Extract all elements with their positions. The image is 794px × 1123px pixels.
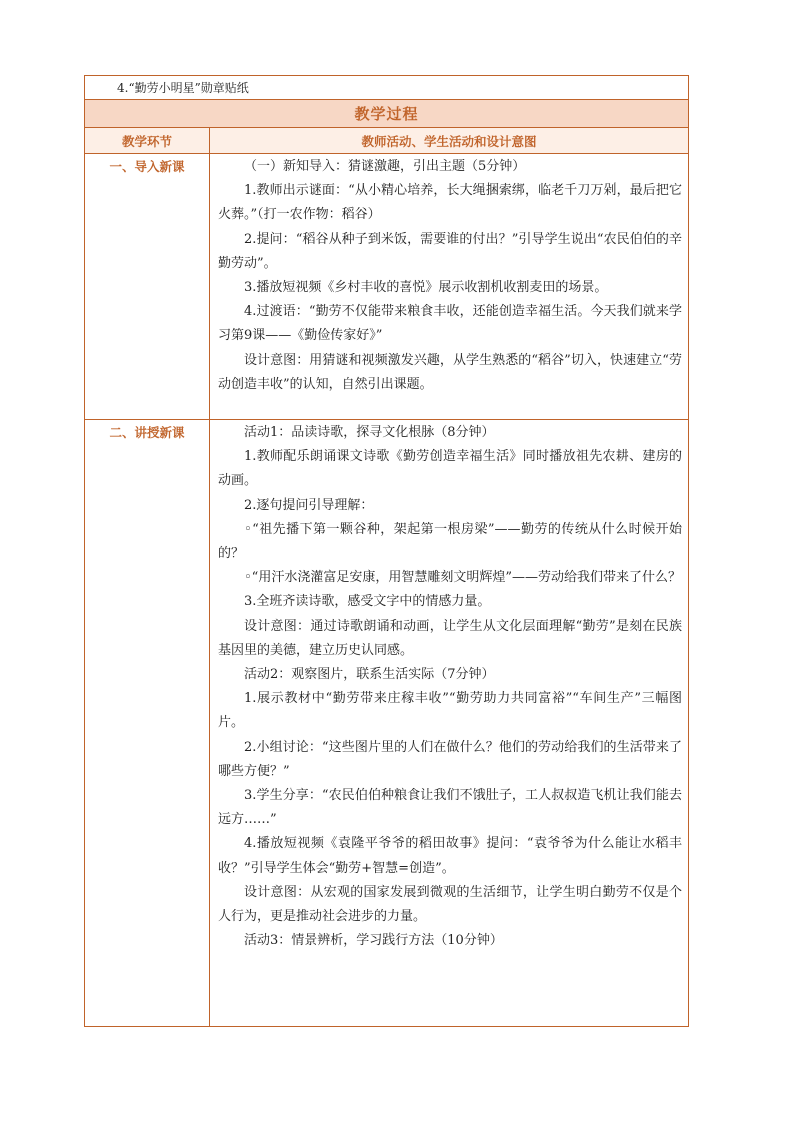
paragraph: 3.学生分享：“农民伯伯种粮食让我们不饿肚子，工人叔叔造飞机让我们能去远方……” — [218, 788, 682, 828]
paragraph: 2.逐句提问引导理解： — [244, 497, 374, 513]
paragraph: 3.全班齐读诗歌，感受文字中的情感力量。 — [244, 594, 491, 610]
paragraph: （一）新知导入：猜谜激趣，引出主题（5分钟） — [244, 159, 526, 174]
bullet-item: ◦“用汗水浇灌富足安康，用智慧雕刻文明辉煌”——劳动给我们带来了什么？ — [244, 570, 681, 586]
paragraph: 4.播放短视频《袁隆平爷爷的稻田故事》提问：“袁爷爷为什么能让水稻丰收？”引导学生体会“勤劳+智慧=创造”。 — [218, 836, 682, 876]
header-activity: 教师活动、学生活动和设计意图 — [361, 133, 537, 149]
table-row — [85, 154, 688, 420]
paragraph: 1.展示教材中“勤劳带来庄稼丰收”“勤劳助力共同富裕”“车间生产”三幅图片。 — [218, 691, 682, 731]
section-title-row — [85, 100, 688, 128]
paragraph: 1.教师出示谜面：“从小精心培养，长大绳捆索绑，临老千刀万剁，最后把它火葬。”（打一农作物：稻谷） — [218, 183, 682, 223]
design-intent: 设计意图：通过诗歌朗诵和动画，让学生从文化层面理解“勤劳”是刻在民族基因里的美德，建立历史认同感。 — [218, 618, 682, 658]
materials-row — [85, 76, 688, 100]
lesson-plan-table — [84, 75, 689, 1027]
stage-name: 一、导入新课 — [85, 154, 210, 419]
stage-name: 二、讲授新课 — [85, 420, 210, 1026]
table-row — [85, 420, 688, 1026]
materials-item: 4.“勤劳小明星”勋章贴纸 — [117, 81, 249, 95]
paragraph: 2.小组讨论：“这些图片里的人们在做什么？他们的劳动给我们的生活带来了哪些方便？” — [218, 739, 682, 779]
activity-heading: 活动3：情景辨析，学习践行方法（10分钟） — [244, 933, 503, 949]
paragraph: 4.过渡语：“勤劳不仅能带来粮食丰收，还能创造幸福生活。今天我们就来学习第9课——《勤俭传家好》” — [218, 304, 682, 344]
section-title: 教学过程 — [354, 105, 419, 123]
stage-content — [210, 154, 688, 419]
paragraph: 1.教师配乐朗诵课文诗歌《勤劳创造幸福生活》同时播放祖先农耕、建房的动画。 — [218, 449, 682, 489]
paragraph: 3.播放短视频《乡村丰收的喜悦》展示收割机收割麦田的场景。 — [244, 280, 608, 296]
stage-content — [210, 420, 688, 1026]
header-stage: 教学环节 — [85, 128, 210, 153]
paragraph: 2.提问：“稻谷从种子到米饭，需要谁的付出？”引导学生说出“农民伯伯的辛勤劳动”。 — [218, 231, 682, 271]
activity-heading: 活动1：品读诗歌，探寻文化根脉（8分钟） — [244, 425, 495, 440]
design-intent: 设计意图：从宏观的国家发展到微观的生活细节，让学生明白勤劳不仅是个人行为，更是推动社会进步的力量。 — [218, 884, 682, 925]
table-header-row — [85, 128, 688, 154]
activity-heading: 活动2：观察图片，联系生活实际（7分钟） — [244, 667, 495, 683]
bullet-item: ◦“祖先播下第一颗谷种，架起第一根房梁”——勤劳的传统从什么时候开始的？ — [218, 521, 682, 562]
design-intent: 设计意图：用猜谜和视频激发兴趣，从学生熟悉的“稻谷”切入，快速建立“劳动创造丰收”的认知，自然引出课题。 — [218, 352, 682, 392]
